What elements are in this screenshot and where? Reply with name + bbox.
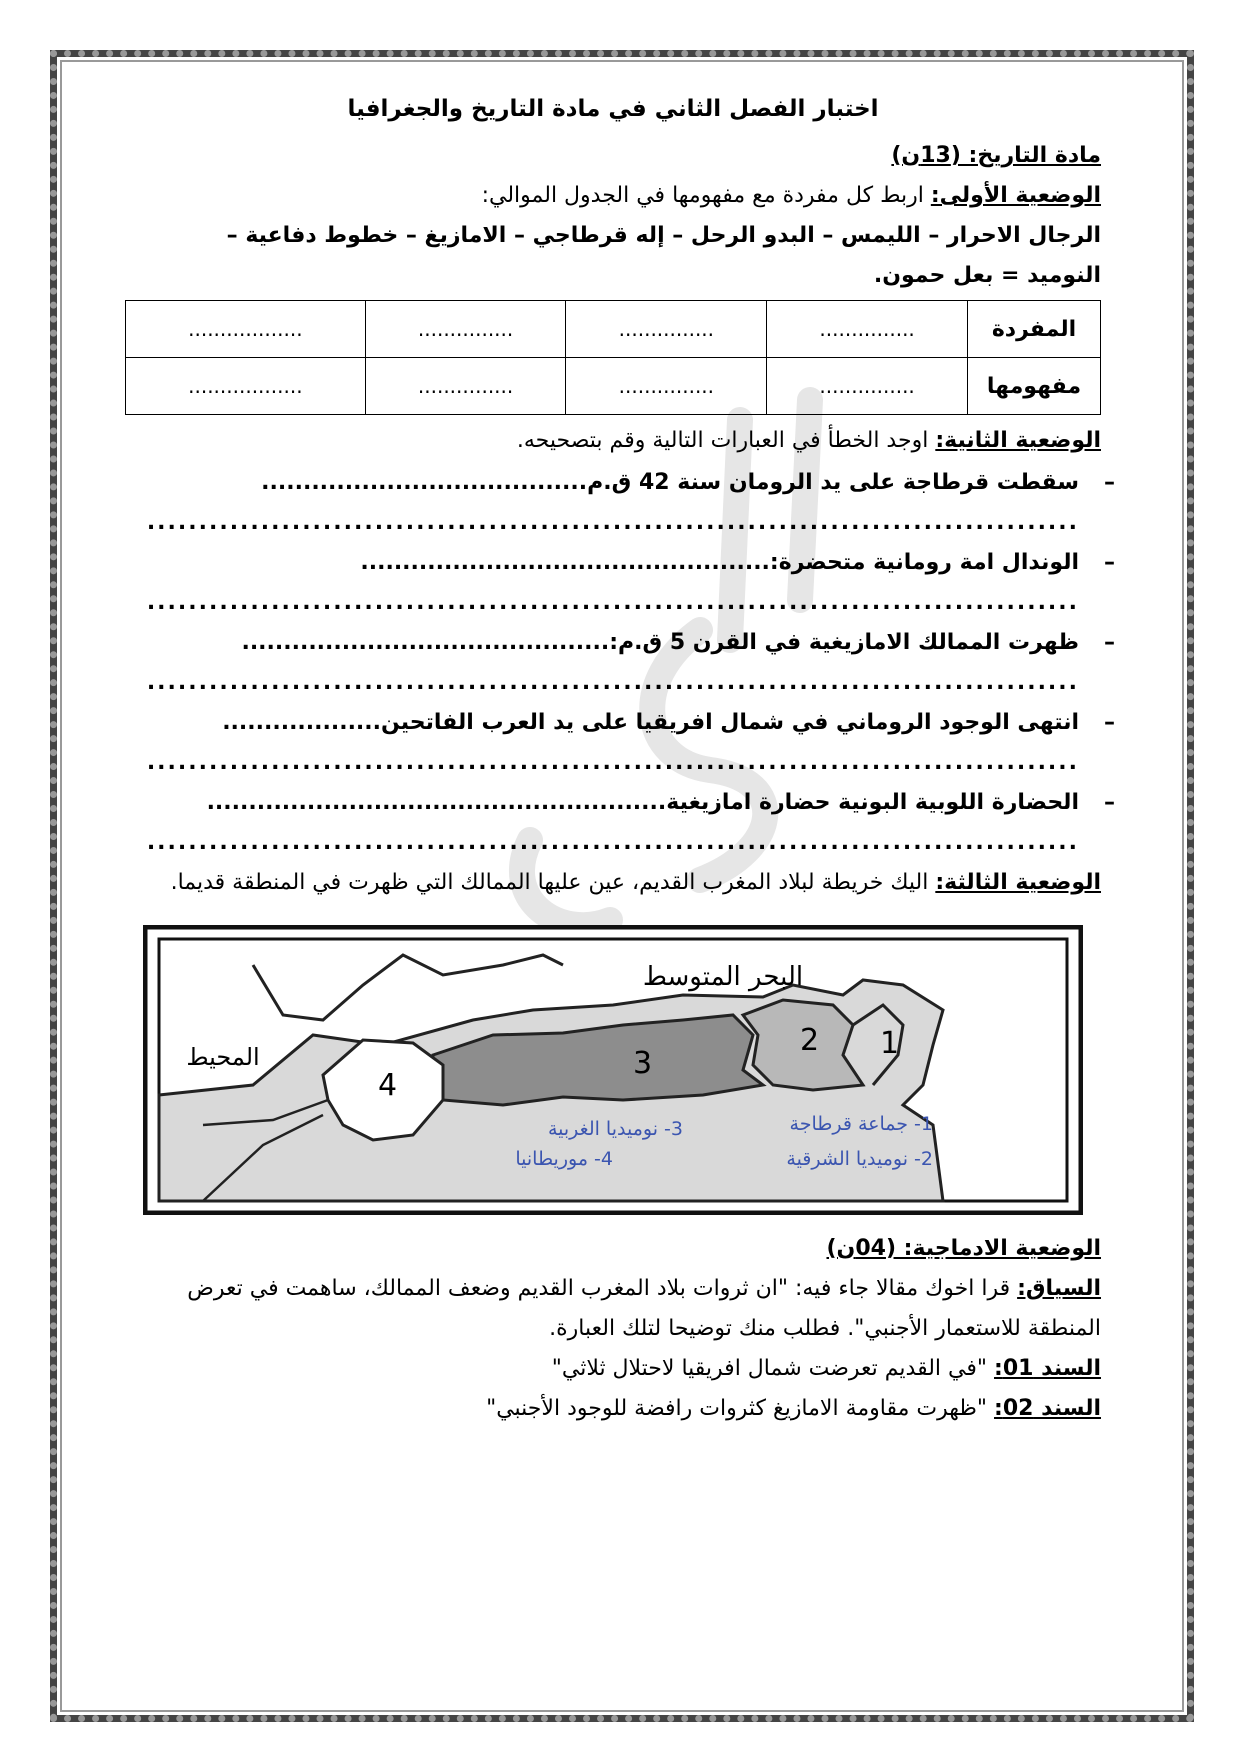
- table-cell[interactable]: ...............: [365, 358, 566, 415]
- context-paragraph: [125, 1269, 1101, 1349]
- answer-line[interactable]: .......................................: [261, 470, 588, 495]
- statement-text: الوندال امة رومانية متحضرة:: [769, 550, 1079, 575]
- legend-item: 3- نوميديا الغربية: [547, 1118, 683, 1140]
- answer-line[interactable]: ............................................: [241, 630, 610, 655]
- exam-sheet: [125, 96, 1101, 1429]
- document-2-label: السند 02:: [994, 1396, 1101, 1421]
- history-heading: مادة التاريخ: (13ن): [891, 143, 1101, 168]
- answer-line[interactable]: ..........................................................................................: [146, 590, 1079, 615]
- table-row: [126, 301, 1101, 358]
- table-cell[interactable]: ...............: [566, 358, 767, 415]
- table-cell[interactable]: ...............: [767, 301, 968, 358]
- statement-text: الحضارة اللوبية البونية حضارة امازيغية: [666, 790, 1079, 815]
- situation-2-text: اوجد الخطأ في العبارات التالية وقم بتصحيحه.: [516, 428, 936, 453]
- situation-1-instruction: [125, 176, 1101, 216]
- situation-4-heading: الوضعية الادماجية: (04ن): [826, 1236, 1101, 1261]
- terms-line-1: الرجال الاحرار – الليمس – البدو الرحل – إله قرطاجي – الامازيغ – خطوط دفاعية –: [226, 223, 1101, 248]
- situation-3-label: الوضعية الثالثة:: [935, 870, 1101, 895]
- error-statements: [125, 463, 1101, 863]
- document-1-label: السند 01:: [994, 1356, 1101, 1381]
- document-1: [125, 1349, 1101, 1389]
- row-head-term: المفردة: [968, 301, 1101, 358]
- list-item: [125, 463, 1079, 543]
- situation-2-instruction: [125, 421, 1101, 461]
- table-cell[interactable]: ...............: [566, 301, 767, 358]
- map-number-2: 2: [800, 1023, 820, 1058]
- answer-line[interactable]: .................................................: [360, 550, 770, 575]
- table-row: [126, 358, 1101, 415]
- page-title: اختبار الفصل الثاني في مادة التاريخ والجغرافيا: [347, 96, 879, 122]
- row-head-meaning: مفهومها: [968, 358, 1101, 415]
- legend-item: 2- نوميديا الشرقية: [786, 1148, 933, 1170]
- table-cell[interactable]: ..................: [126, 358, 366, 415]
- sea-label: البحر المتوسط: [642, 962, 804, 992]
- situation-3-instruction: [125, 863, 1101, 903]
- statement-text: ظهرت الممالك الامازيغية في القرن 5 ق.م:: [609, 630, 1079, 655]
- map-number-1: 1: [880, 1026, 900, 1061]
- list-item: [125, 623, 1079, 703]
- legend-item: 4- موريطانيا: [515, 1148, 613, 1170]
- context-label: السياق:: [1017, 1276, 1101, 1301]
- situation-2-label: الوضعية الثانية:: [935, 428, 1101, 453]
- answer-line[interactable]: ..........................................................................................: [146, 830, 1079, 855]
- statement-text: سقطت قرطاجة على يد الرومان سنة 42 ق.م: [587, 470, 1079, 495]
- situation-1-label: الوضعية الأولى:: [930, 183, 1101, 208]
- document-2: [125, 1389, 1101, 1429]
- terms-line-2: النوميد = بعل حمون.: [873, 263, 1101, 288]
- map-number-4: 4: [378, 1068, 398, 1103]
- list-item: [125, 543, 1079, 623]
- map-number-3: 3: [633, 1046, 653, 1081]
- context-text: قرا اخوك مقالا جاء فيه: "ان ثروات بلاد المغرب القديم وضعف الممالك، ساهمت في تعرض المنطقة للاستعمار الأجنبي". فطلب منك توضيحا لتلك العبارة.: [187, 1276, 1101, 1341]
- list-item: [125, 783, 1079, 863]
- matching-table: [125, 300, 1101, 415]
- table-cell[interactable]: ...............: [365, 301, 566, 358]
- ancient-maghreb-map: [143, 925, 1083, 1215]
- document-2-text: "ظهرت مقاومة الامازيغ كثروات رافضة للوجود الأجنبي": [486, 1396, 995, 1421]
- ocean-label: المحيط: [186, 1043, 260, 1071]
- legend-item: 1- جماعة قرطاجة: [789, 1113, 933, 1135]
- answer-line[interactable]: ..........................................................................................: [146, 670, 1079, 695]
- situation-3-text: اليك خريطة لبلاد المغرب القديم، عين عليها الممالك التي ظهرت في المنطقة قديما.: [170, 870, 936, 895]
- document-1-text: "في القديم تعرضت شمال افريقيا لاحتلال ثلاثي": [551, 1356, 995, 1381]
- answer-line[interactable]: ..........................................................................................: [146, 750, 1079, 775]
- situation-1-text: اربط كل مفردة مع مفهومها في الجدول الموالي:: [481, 183, 931, 208]
- answer-line[interactable]: ...................: [222, 710, 381, 735]
- answer-line[interactable]: ..........................................................................................: [146, 510, 1079, 535]
- list-item: [125, 703, 1079, 783]
- answer-line[interactable]: .......................................................: [206, 790, 667, 815]
- table-cell[interactable]: ..................: [126, 301, 366, 358]
- map-drawing: [143, 925, 1083, 1215]
- statement-text: انتهى الوجود الروماني في شمال افريقيا على يد العرب الفاتحين: [381, 710, 1079, 735]
- table-cell[interactable]: ...............: [767, 358, 968, 415]
